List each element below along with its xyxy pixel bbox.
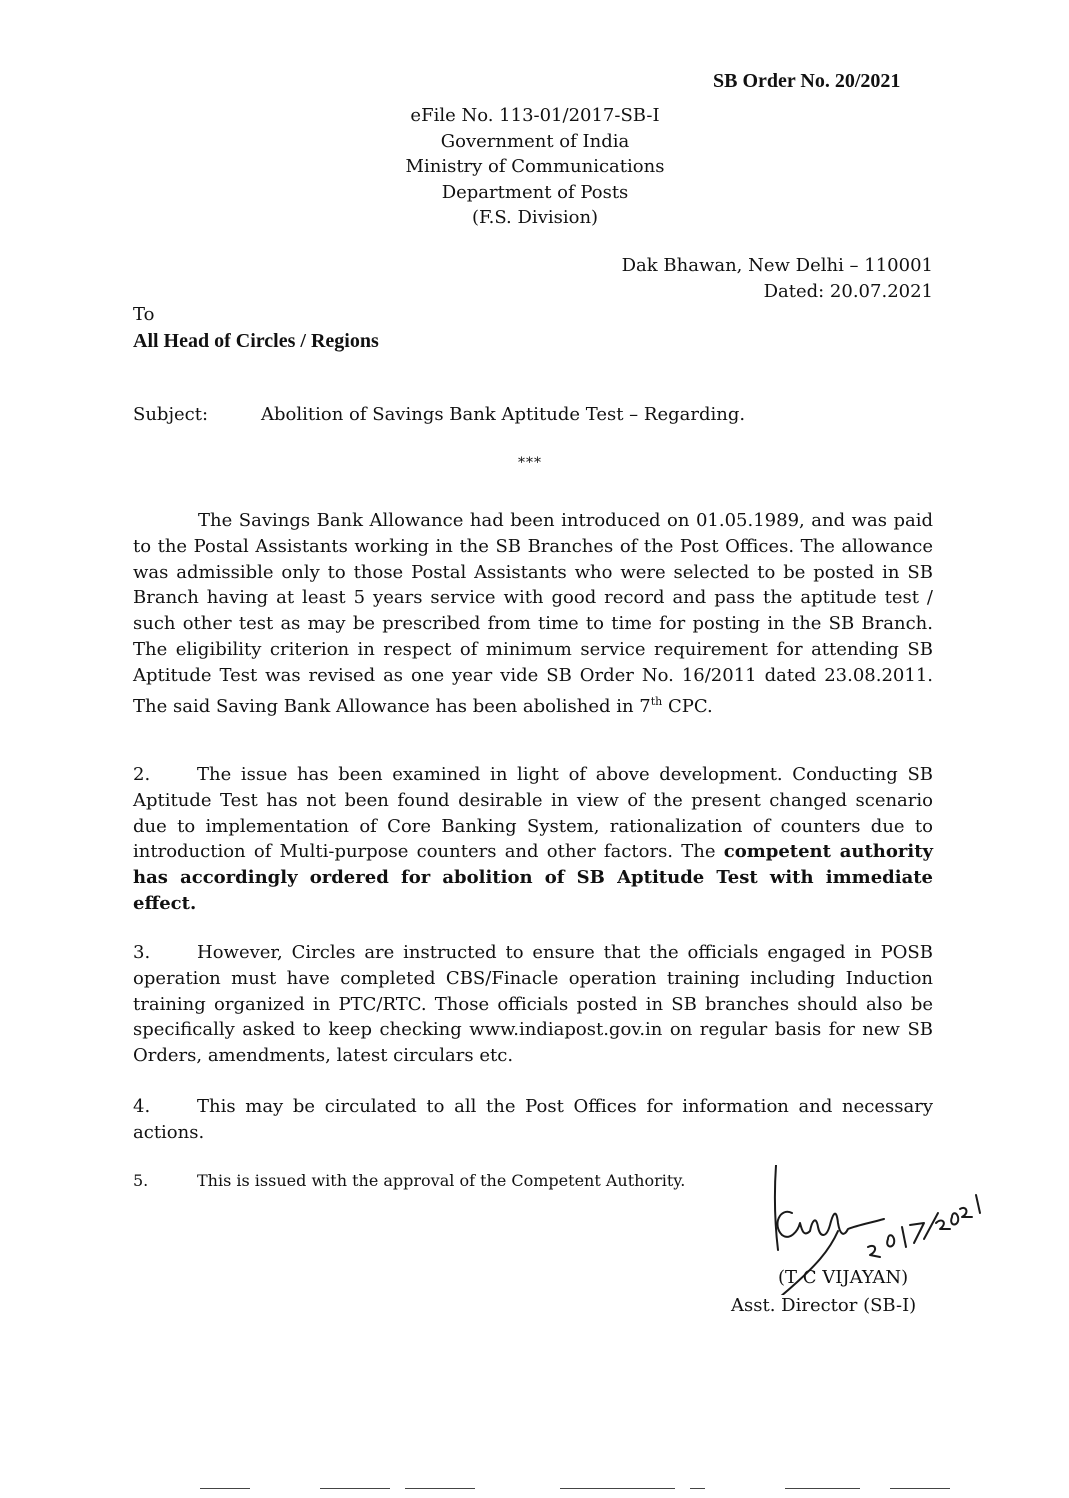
separator: *** (518, 455, 542, 471)
signatory-name: (T C VIJAYAN) (778, 1267, 909, 1288)
letterhead (380, 103, 690, 231)
paragraph-4-number: 4. (133, 1096, 151, 1117)
office-address: Dak Bhawan, New Delhi – 110001 (621, 255, 933, 276)
subject-line (133, 404, 746, 425)
subject-label: Subject: (133, 404, 209, 425)
paragraph-1-text: The Savings Bank Allowance had been introduced on 01.05.1989, and was paid to the Postal Assistants working in the SB Branches of the Post Offices. The allowance was admissible only to those Postal Assistants who were selected to be posted in SB Branch having at least 5 years service with good record and pass the aptitude test / such other test as may be prescribed from time to time for posting in the SB Branch. The eligibility criterion in respect of minimum service requirement for attending SB Aptitude Test was revised as one year vide SB Order No. 16/2011 dated 23.08.2011. The said Saving Bank Allowance has been abolished in 7 (133, 510, 933, 717)
scan-artifact-line (200, 1488, 250, 1489)
address-block (622, 253, 933, 305)
department-line: Department of Posts (441, 181, 629, 203)
division-line: (F.S. Division) (471, 207, 599, 229)
paragraph-4 (133, 1094, 933, 1146)
paragraph-3-text: However, Circles are instructed to ensure that the officials engaged in POSB operation must have completed CBS/Finacle operation training including Induction training organized in PTC/RTC. Those officials posted in SB branches should also be specifically asked to keep checking www.indiapost.gov.in on regular basis for new SB Orders, amendments, latest circulars etc. (133, 942, 933, 1067)
paragraph-5 (133, 1171, 685, 1190)
scan-artifact-line (785, 1488, 860, 1489)
paragraph-2-number: 2. (133, 764, 151, 785)
paragraph-1-end: CPC. (662, 695, 713, 717)
recipient: All Head of Circles / Regions (133, 330, 379, 352)
paragraph-5-text: This is issued with the approval of the Competent Authority. (197, 1171, 686, 1190)
paragraph-2-text: The issue has been examined in light of above development. Conducting SB Aptitude Test has not been found desirable in view of the present changed scenario due to implementation of Core Banking System, rationalization of counters due to introduction of Multi-purpose counters and other factors. The (133, 764, 933, 863)
paragraph-1 (133, 508, 933, 719)
ministry-line: Ministry of Communications (405, 156, 665, 178)
paragraph-5-number: 5. (133, 1171, 149, 1190)
scan-artifact-line (405, 1488, 475, 1489)
paragraph-2 (133, 762, 933, 917)
to-label: To (133, 304, 155, 325)
recipient-block (133, 302, 379, 354)
paragraph-2-bold: competent authority has accordingly ordered for abolition of SB Aptitude Test with immediate effect. (133, 841, 933, 914)
paragraph-4-text: This may be circulated to all the Post Offices for information and necessary actions. (133, 1096, 933, 1143)
government-line: Government of India (440, 130, 630, 152)
scan-artifact-line (890, 1488, 950, 1489)
efile-number: eFile No. 113-01/2017-SB-I (410, 105, 660, 126)
order-number: SB Order No. 20/2021 (713, 70, 901, 92)
subject-text: Abolition of Savings Bank Aptitude Test – Regarding. (261, 404, 746, 425)
signatory-designation: Asst. Director (SB-I) (731, 1295, 917, 1316)
date-line: Dated: 20.07.2021 (763, 281, 933, 302)
ordinal-suffix: th (650, 694, 663, 708)
scan-artifact-line (690, 1488, 705, 1489)
scan-artifact-line (560, 1488, 675, 1489)
paragraph-3-number: 3. (133, 942, 151, 963)
paragraph-3 (133, 940, 933, 1069)
scan-artifact-line (320, 1488, 390, 1489)
